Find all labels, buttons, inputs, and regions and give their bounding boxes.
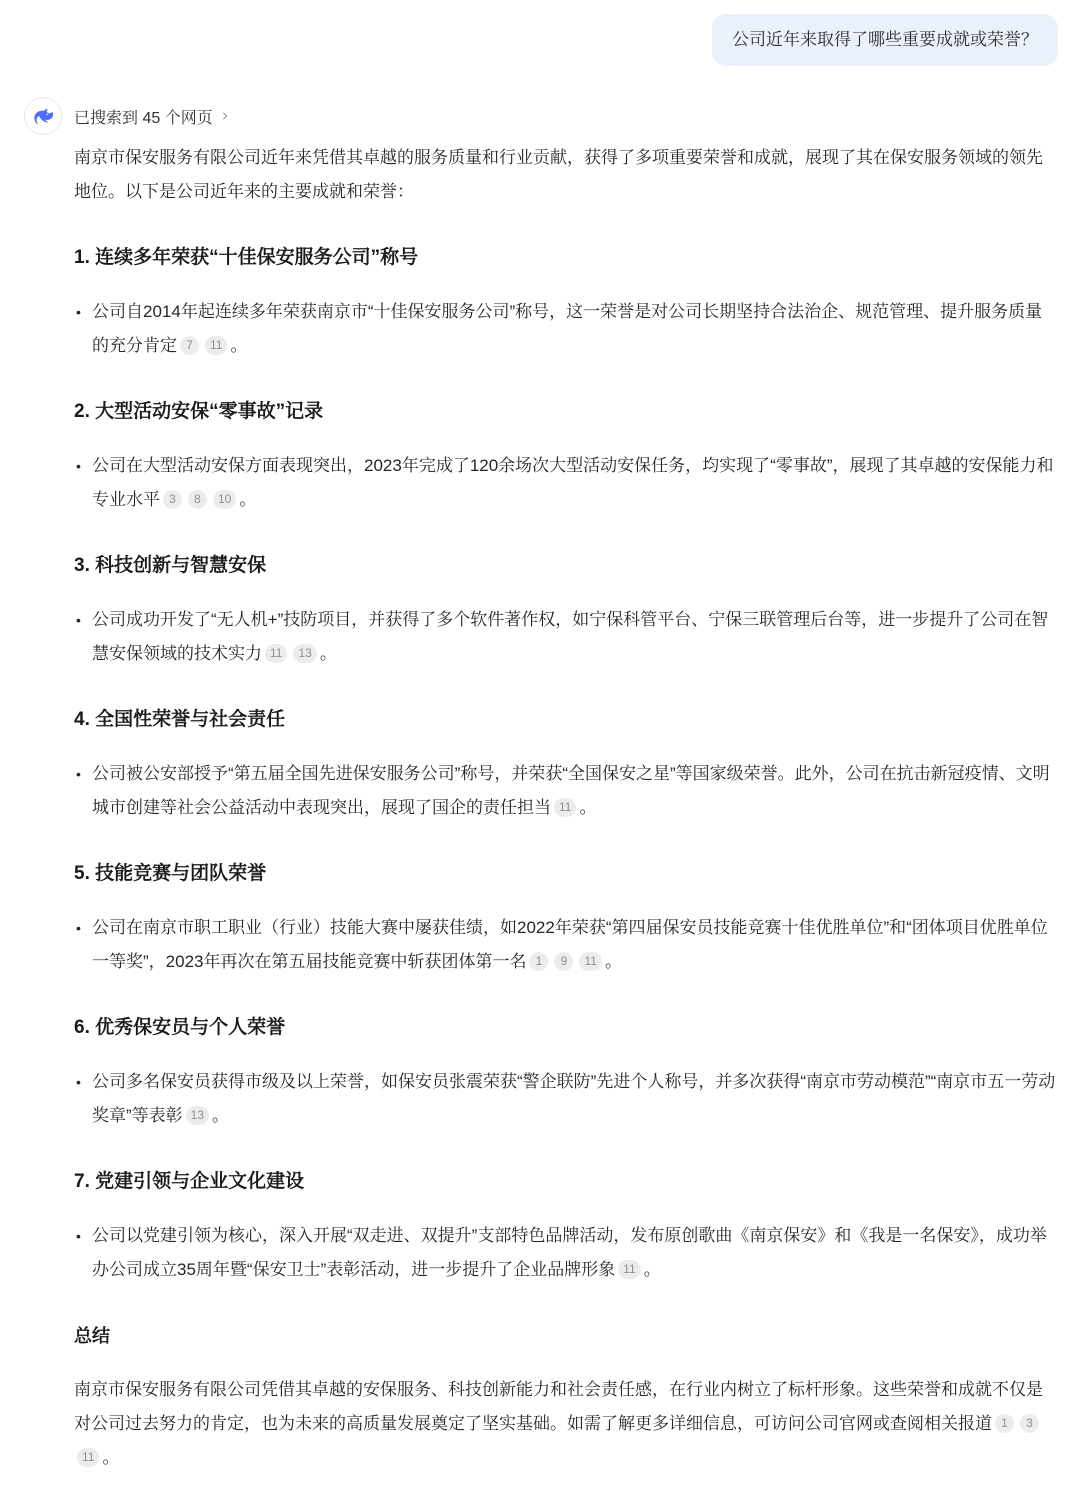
answer-text: 南京市保安服务有限公司近年来凭借其卓越的服务质量和行业贡献，获得了多项重要荣誉和成就，展现了其在保安服务领域的领先地位。以下是公司近年来的主要成就和荣誉：: [74, 148, 1043, 201]
section-heading: 2. 大型活动安保“零事故”记录: [74, 401, 324, 422]
bullet-item: [74, 757, 1058, 825]
citation-badge[interactable]: 11: [554, 798, 576, 817]
citation-badge[interactable]: 7: [180, 336, 199, 355]
answer-text: 。: [579, 798, 597, 817]
answer-text: 公司成功开发了“无人机+”技防项目，并获得了多个软件著作权，如宁保科管平台、宁保三联管理后台等，进一步提升了公司在智慧安保领域的技术实力: [92, 610, 1049, 663]
citation-badge[interactable]: 9: [554, 952, 573, 971]
bullet-item: [74, 603, 1058, 671]
deepseek-whale-icon: [31, 104, 55, 128]
answer-text: 。: [239, 490, 257, 509]
search-status-button[interactable]: [74, 97, 229, 135]
assistant-message-row: [0, 66, 1080, 1505]
bullet-marker-icon: •: [76, 766, 81, 782]
bullet-item: [74, 449, 1058, 517]
citation-badge[interactable]: 11: [618, 1260, 640, 1279]
answer-text: 。: [212, 1106, 230, 1125]
citation-badge[interactable]: 11: [205, 336, 227, 355]
answer-text: 。: [319, 644, 337, 663]
section-heading: 5. 技能竞赛与团队荣誉: [74, 863, 267, 884]
citation-badge[interactable]: 1: [529, 952, 548, 971]
section-heading: 4. 全国性荣誉与社会责任: [74, 709, 286, 730]
answer-text: 。: [604, 952, 622, 971]
section-heading: 3. 科技创新与智慧安保: [74, 555, 267, 576]
section-heading: 总结: [74, 1326, 110, 1346]
bullet-marker-icon: •: [76, 612, 81, 628]
bullet-item: [74, 1065, 1058, 1133]
citation-badge[interactable]: 11: [77, 1448, 99, 1467]
bullet-marker-icon: •: [76, 1228, 81, 1244]
citation-badge[interactable]: 13: [186, 1106, 209, 1125]
bullet-item: [74, 295, 1058, 363]
citation-badge[interactable]: 10: [213, 490, 236, 509]
paragraph: [74, 1373, 1058, 1475]
answer-text: 公司在南京市职工职业（行业）技能大赛中屡获佳绩，如2022年荣获“第四届保安员技能竞赛十佳优胜单位”和“团体项目优胜单位一等奖”，2023年再次在第五届技能竞赛中斩获团体第一名: [92, 918, 1048, 971]
bullet-marker-icon: •: [76, 920, 81, 936]
citation-badge[interactable]: 11: [265, 644, 287, 663]
answer-text: 公司多名保安员获得市级及以上荣誉，如保安员张震荣获“警企联防”先进个人称号，并多次获得“南京市劳动模范”“南京市五一劳动奖章”等表彰: [92, 1072, 1056, 1125]
section-heading: 1. 连续多年荣获“十佳保安服务公司”称号: [74, 247, 419, 268]
bullet-marker-icon: •: [76, 458, 81, 474]
bullet-item: [74, 911, 1058, 979]
chevron-right-icon: ›: [221, 106, 229, 126]
search-status-label: 已搜索到 45 个网页: [74, 109, 213, 127]
answer-text: 公司自2014年起连续多年荣获南京市“十佳保安服务公司”称号，这一荣誉是对公司长期坚持合法治企、规范管理、提升服务质量的充分肯定: [92, 302, 1043, 355]
citation-badge[interactable]: 1: [995, 1414, 1014, 1433]
section-heading: 7. 党建引领与企业文化建设: [74, 1171, 305, 1192]
citation-badge[interactable]: 3: [1020, 1414, 1039, 1433]
user-message-row: [0, 0, 1080, 66]
answer-text: 。: [230, 336, 248, 355]
answer-text: 。: [643, 1260, 661, 1279]
section-heading: 6. 优秀保安员与个人荣誉: [74, 1017, 286, 1038]
citation-badge[interactable]: 11: [579, 952, 601, 971]
assistant-avatar: [24, 97, 62, 135]
answer-text: 公司在大型活动安保方面表现突出，2023年完成了120余场次大型活动安保任务，均实现了“零事故”，展现了其卓越的安保能力和专业水平: [92, 456, 1054, 509]
citation-badge[interactable]: 13: [293, 644, 316, 663]
answer-text: 公司以党建引领为核心，深入开展“双走进、双提升”支部特色品牌活动，发布原创歌曲《南京保安》和《我是一名保安》，成功举办公司成立35周年暨“保安卫士”表彰活动，进一步提升了企业品牌形象: [92, 1226, 1047, 1279]
answer-text: 南京市保安服务有限公司凭借其卓越的安保服务、科技创新能力和社会责任感，在行业内树立了标杆形象。这些荣誉和成就不仅是对公司过去努力的肯定，也为未来的高质量发展奠定了坚实基础。如需了解更多详细信息，可访问公司官网或查阅相关报道: [74, 1380, 1043, 1433]
answer-text: 。: [102, 1448, 120, 1467]
bullet-marker-icon: •: [76, 1074, 81, 1090]
user-message-bubble: 公司近年来取得了哪些重要成就或荣誉？: [712, 14, 1058, 66]
citation-badge[interactable]: 3: [163, 490, 182, 509]
citation-badge[interactable]: 8: [188, 490, 207, 509]
answer-text: 公司被公安部授予“第五届全国先进保安服务公司”称号，并荣获“全国保安之星”等国家级荣誉。此外，公司在抗击新冠疫情、文明城市创建等社会公益活动中表现突出，展现了国企的责任担当: [92, 764, 1050, 817]
answer-body: [74, 141, 1058, 1475]
bullet-item: [74, 1219, 1058, 1287]
assistant-content: [74, 97, 1058, 1477]
bullet-marker-icon: •: [76, 304, 81, 320]
paragraph: [74, 141, 1058, 209]
